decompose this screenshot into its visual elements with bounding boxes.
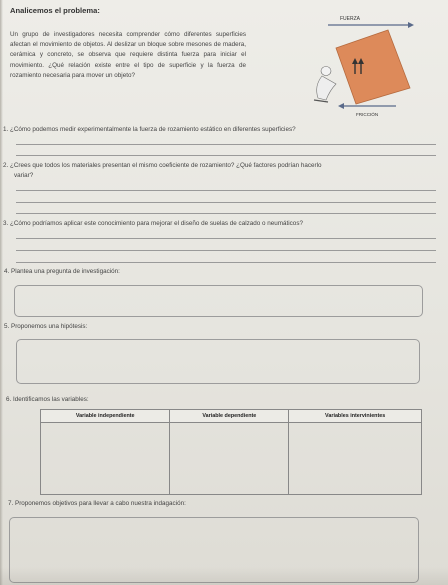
problem-paragraph: Un grupo de investigadores necesita comprender cómo diferentes superficies afectan el movimiento de objetos. Al deslizar un bloque sobre mesones de madera, cerámica y concreto, se observa que requiere distinta fuerza para iniciar el movimiento. ¿Qué relación existe entre el tipo de superficie y la fuerza de rozamiento necesaria para mover un objeto? [10,31,246,79]
question-1: 1. ¿Cómo podemos medir experimentalmente la fuerza de rozamiento estático en diferentes superficies? [3,126,296,133]
cell-intervening[interactable] [289,423,422,495]
force-arrowhead [408,22,414,28]
answer-line-1a[interactable] [16,144,436,145]
answer-line-2b[interactable] [16,202,436,203]
friction-label: FRICCIÓN [356,112,379,117]
answer-line-2c[interactable] [16,213,436,214]
header-dependent: Variable dependiente [170,410,289,423]
question-5: 5. Proponemos una hipótesis: [4,323,88,330]
friction-arrowhead [338,103,344,109]
table-header-row [41,410,422,423]
force-label: FUERZA [340,16,360,22]
friction-illustration [300,8,425,123]
section-title: Analicemos el problema: [10,6,100,15]
question-3: 3. ¿Cómo podríamos aplicar este conocimiento para mejorar el diseño de suelas de calzado o neumáticos? [3,220,303,227]
question-2: 2. ¿Crees que todos los materiales presentan el mismo coeficiente de rozamiento? ¿Qué factores podrían hacerlo [3,162,322,169]
hypothesis-box[interactable] [16,339,420,384]
answer-line-1b[interactable] [16,155,436,156]
page-bottom-edge [0,567,448,585]
answer-line-3b[interactable] [16,250,436,251]
cell-dependent[interactable] [170,423,289,495]
cell-independent[interactable] [41,423,170,495]
header-independent: Variable independiente [41,410,170,423]
page-shadow [0,0,3,585]
block-shape [336,30,410,104]
question-7: 7. Proponemos objetivos para llevar a cabo nuestra indagación: [8,500,186,507]
question-4: 4. Plantea una pregunta de investigación: [4,268,120,275]
answer-line-3a[interactable] [16,238,436,239]
question-2-cont: variar? [14,172,34,179]
table-row [41,423,422,495]
person-figure [314,67,336,103]
header-intervening: Variables intervinientes [289,410,422,423]
answer-line-3c[interactable] [16,262,436,263]
answer-line-2a[interactable] [16,190,436,191]
variables-table [40,409,422,495]
question-6: 6. Identificamos las variables: [6,396,89,403]
research-question-box[interactable] [14,285,423,317]
